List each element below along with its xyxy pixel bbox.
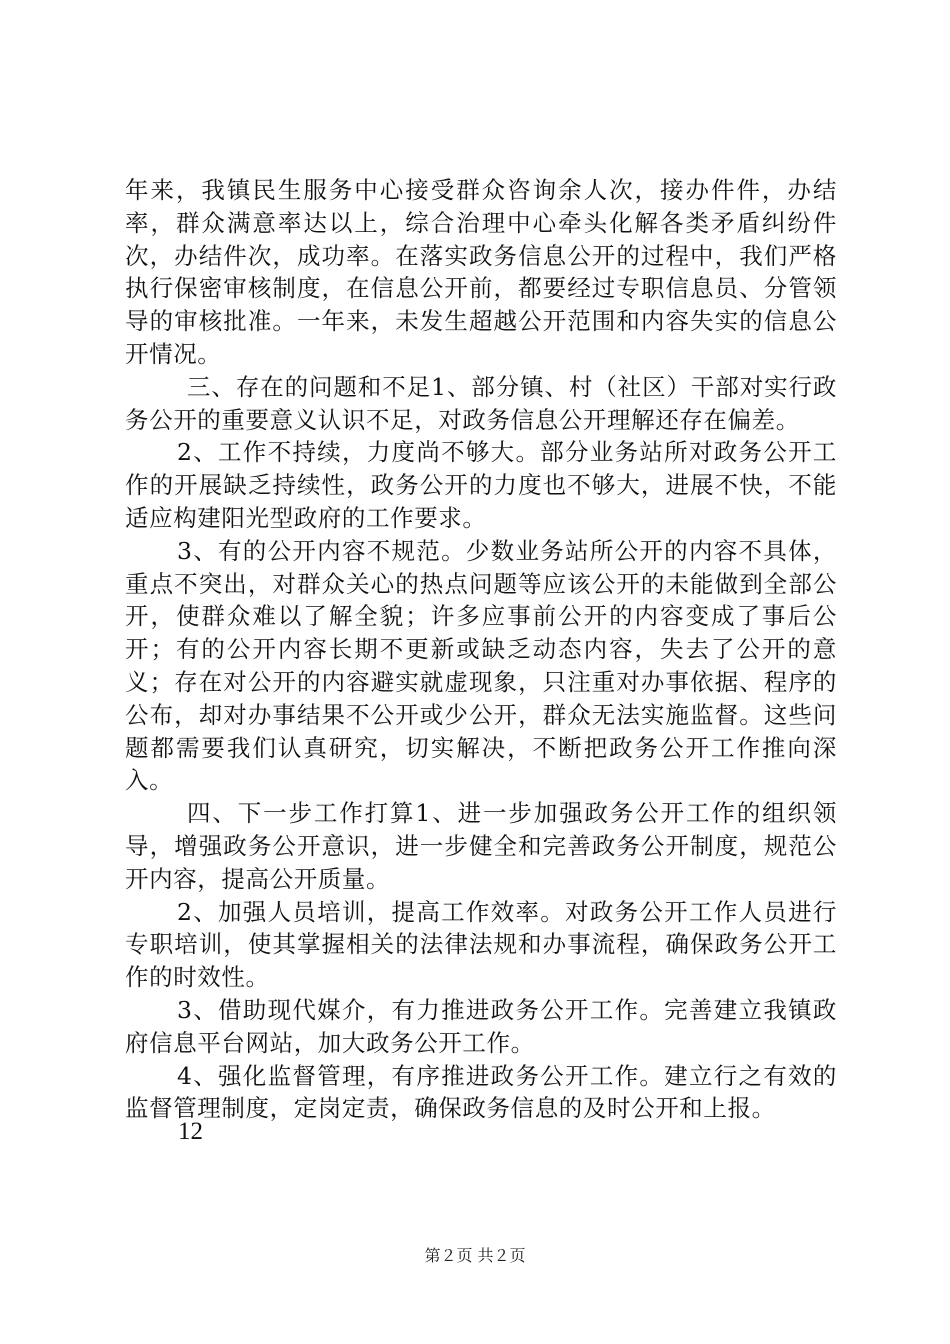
paragraph-problem-2: 2、工作不持续，力度尚不够大。部分业务站所对政务公开工作的开展缺乏持续性，政务公开的力度也不够大，进展不快，不能适应构建阳光型政府的工作要求。 (125, 438, 837, 532)
paragraph-step-2: 2、加强人员培训，提高工作效率。对政务公开工作人员进行专职培训，使其掌握相关的法律法规和办事流程，确保政务公开工作的时效性。 (125, 897, 837, 992)
paragraph-next-steps-heading: 四、下一步工作打算1、进一步加强政务公开工作的组织领导，增强政务公开意识，进一步健全和完善政务公开制度，规范公开内容，提高公开质量。 (125, 799, 837, 893)
paragraph-step-3: 3、借助现代媒介，有力推进政务公开工作。完善建立我镇政府信息平台网站，加大政务公开工作。 (125, 995, 837, 1057)
inline-number: 12 (178, 1118, 203, 1145)
paragraph-problem-3: 3、有的公开内容不规范。少数业务站所公开的内容不具体，重点不突出，对群众关心的热点问题等应该公开的未能做到全部公开，使群众难以了解全貌；许多应事前公开的内容变成了事后公开；有的公开内容长期不更新或缺乏动态内容，失去了公开的意义；存在对公开的内容避实就虚现象，只注重对办事依据、程序的公布，却对办事结果不公开或少公开，群众无法实施监督。这些问题都需要我们认真研究，切实解决，不断把政务公开工作推向深入。 (125, 536, 837, 795)
page-footer: 第２页 共２页 (424, 1246, 526, 1265)
paragraph-problems-heading: 三、存在的问题和不足1、部分镇、村（社区）干部对实行政务公开的重要意义认识不足，对政务信息公开理解还存在偏差。 (125, 372, 837, 434)
paragraph-intro: 年来，我镇民生服务中心接受群众咨询余人次，接办件件，办结率，群众满意率达以上，综合治理中心牵头化解各类矛盾纠纷件次，办结件次，成功率。在落实政务信息公开的过程中，我们严格执行保密审核制度，在信息公开前，都要经过专职信息员、分管领导的审核批准。一年来，未发生超越公开范围和内容失实的信息公开情况。 (125, 176, 837, 368)
document-body (125, 174, 837, 1125)
paragraph-step-4: 4、强化监督管理，有序推进政务公开工作。建立行之有效的监督管理制度，定岗定责，确保政务信息的及时公开和上报。 (125, 1061, 837, 1123)
